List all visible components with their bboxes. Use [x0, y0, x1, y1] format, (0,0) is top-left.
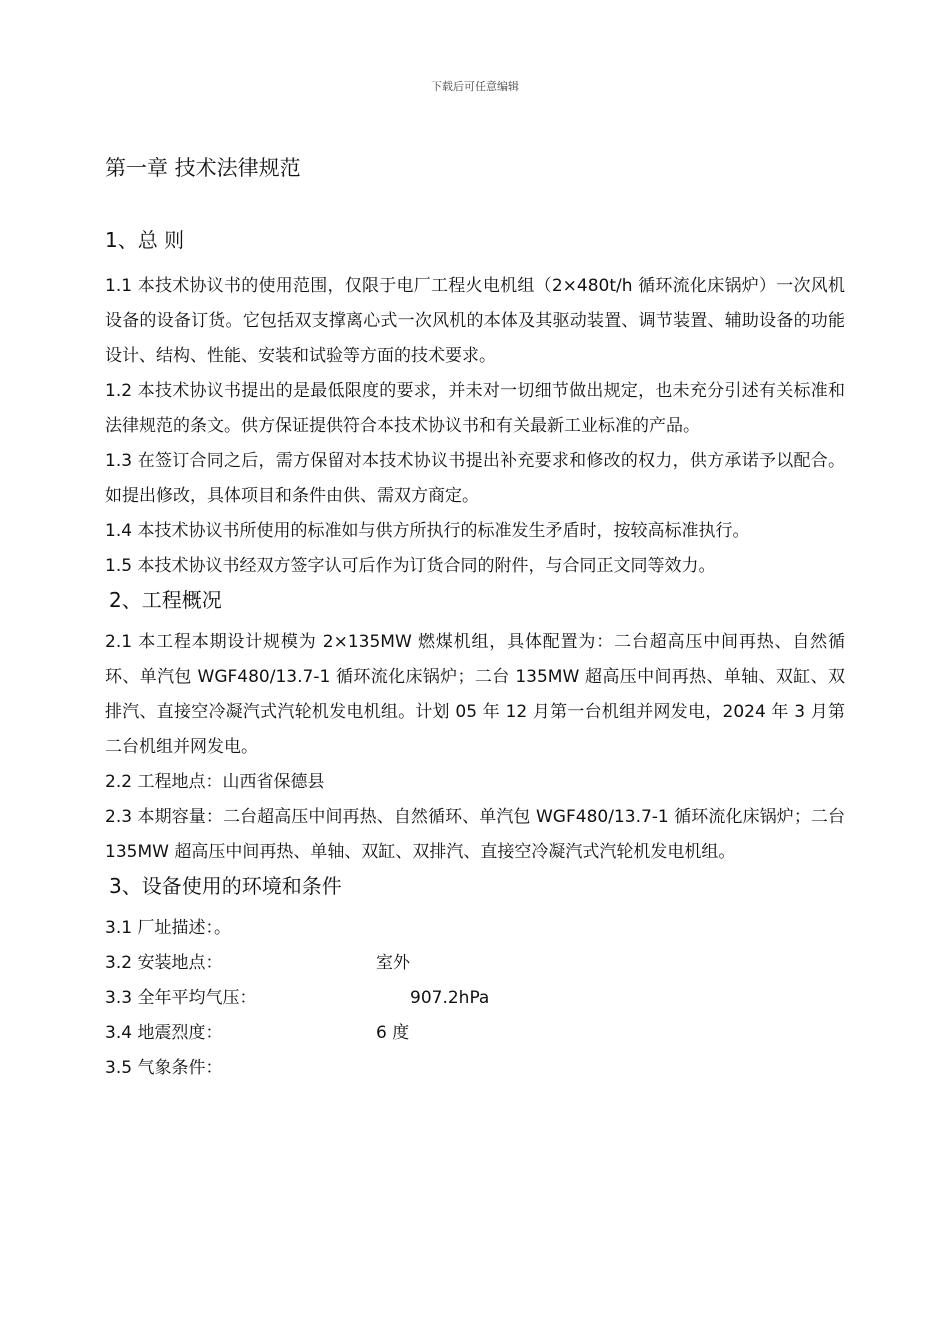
paragraph-1-3: 1.3 在签订合同之后，需方保留对本技术协议书提出补充要求和修改的权力，供方承诺予以配合。如提出修改，具体项目和条件由供、需双方商定。	[105, 451, 845, 506]
paragraph-2-2: 2.2 工程地点：山西省保德县	[105, 772, 325, 792]
section-title-2: 2、工程概况	[109, 588, 222, 612]
paragraph-1-2: 1.2 本技术协议书提出的是最低限度的要求，并未对一切细节做出规定，也未充分引述有关标准和法律规范的条文。供方保证提供符合本技术协议书和有关最新工业标准的产品。	[105, 381, 845, 436]
condition-value: 室外	[376, 953, 410, 973]
paragraph-2-1: 2.1 本工程本期设计规模为 2×135MW 燃煤机组，具体配置为：二台超高压中间再热、自然循环、单汽包 WGF480/13.7-1 循环流化床锅炉；二台 135MW 超高压中间再热、单轴、双缸、双排汽、直接空冷凝汽式汽轮机发电机组。计划 05 年 12 月第一台机组并网发电，2024 年 3 月第二台机组并网发电。	[105, 632, 845, 757]
document-body	[105, 152, 845, 1086]
paragraph-1-5: 1.5 本技术协议书经双方签字认可后作为订货合同的附件，与合同正文同等效力。	[105, 556, 716, 576]
chapter-title: 第一章 技术法律规范	[105, 156, 301, 180]
condition-label: 3.4 地震烈度：	[105, 1023, 223, 1043]
condition-label: 3.1 厂址描述：。	[105, 918, 231, 938]
condition-label: 3.3 全年平均气压：	[105, 988, 257, 1008]
paragraph-1-1: 1.1 本技术协议书的使用范围，仅限于电厂工程火电机组（2×480t/h 循环流化床锅炉）一次风机设备的设备订货。它包括双支撑离心式一次风机的本体及其驱动装置、调节装置、辅助设备的功能设计、结构、性能、安装和试验等方面的技术要求。	[105, 276, 845, 366]
paragraph-2-3: 2.3 本期容量：二台超高压中间再热、自然循环、单汽包 WGF480/13.7-1 循环流化床锅炉；二台 135MW 超高压中间再热、单轴、双缸、双排汽、直接空冷凝汽式汽轮机发电机组。	[105, 807, 845, 862]
paragraph-1-4: 1.4 本技术协议书所使用的标准如与供方所执行的标准发生矛盾时，按较高标准执行。	[105, 521, 750, 541]
condition-value: 6 度	[376, 1023, 410, 1043]
condition-row-3-2	[105, 946, 845, 981]
condition-row-3-1	[105, 911, 845, 946]
section-title-3: 3、设备使用的环境和条件	[109, 874, 342, 898]
condition-row-3-3	[105, 981, 845, 1016]
condition-row-3-4	[105, 1016, 845, 1051]
header-note: 下载后可任意编辑	[431, 80, 519, 93]
section-title-1: 1、总 则	[105, 228, 185, 252]
condition-row-3-5	[105, 1051, 845, 1086]
condition-label: 3.2 安装地点：	[105, 953, 223, 973]
condition-label: 3.5 气象条件：	[105, 1058, 223, 1078]
condition-value: 907.2hPa	[410, 988, 490, 1008]
